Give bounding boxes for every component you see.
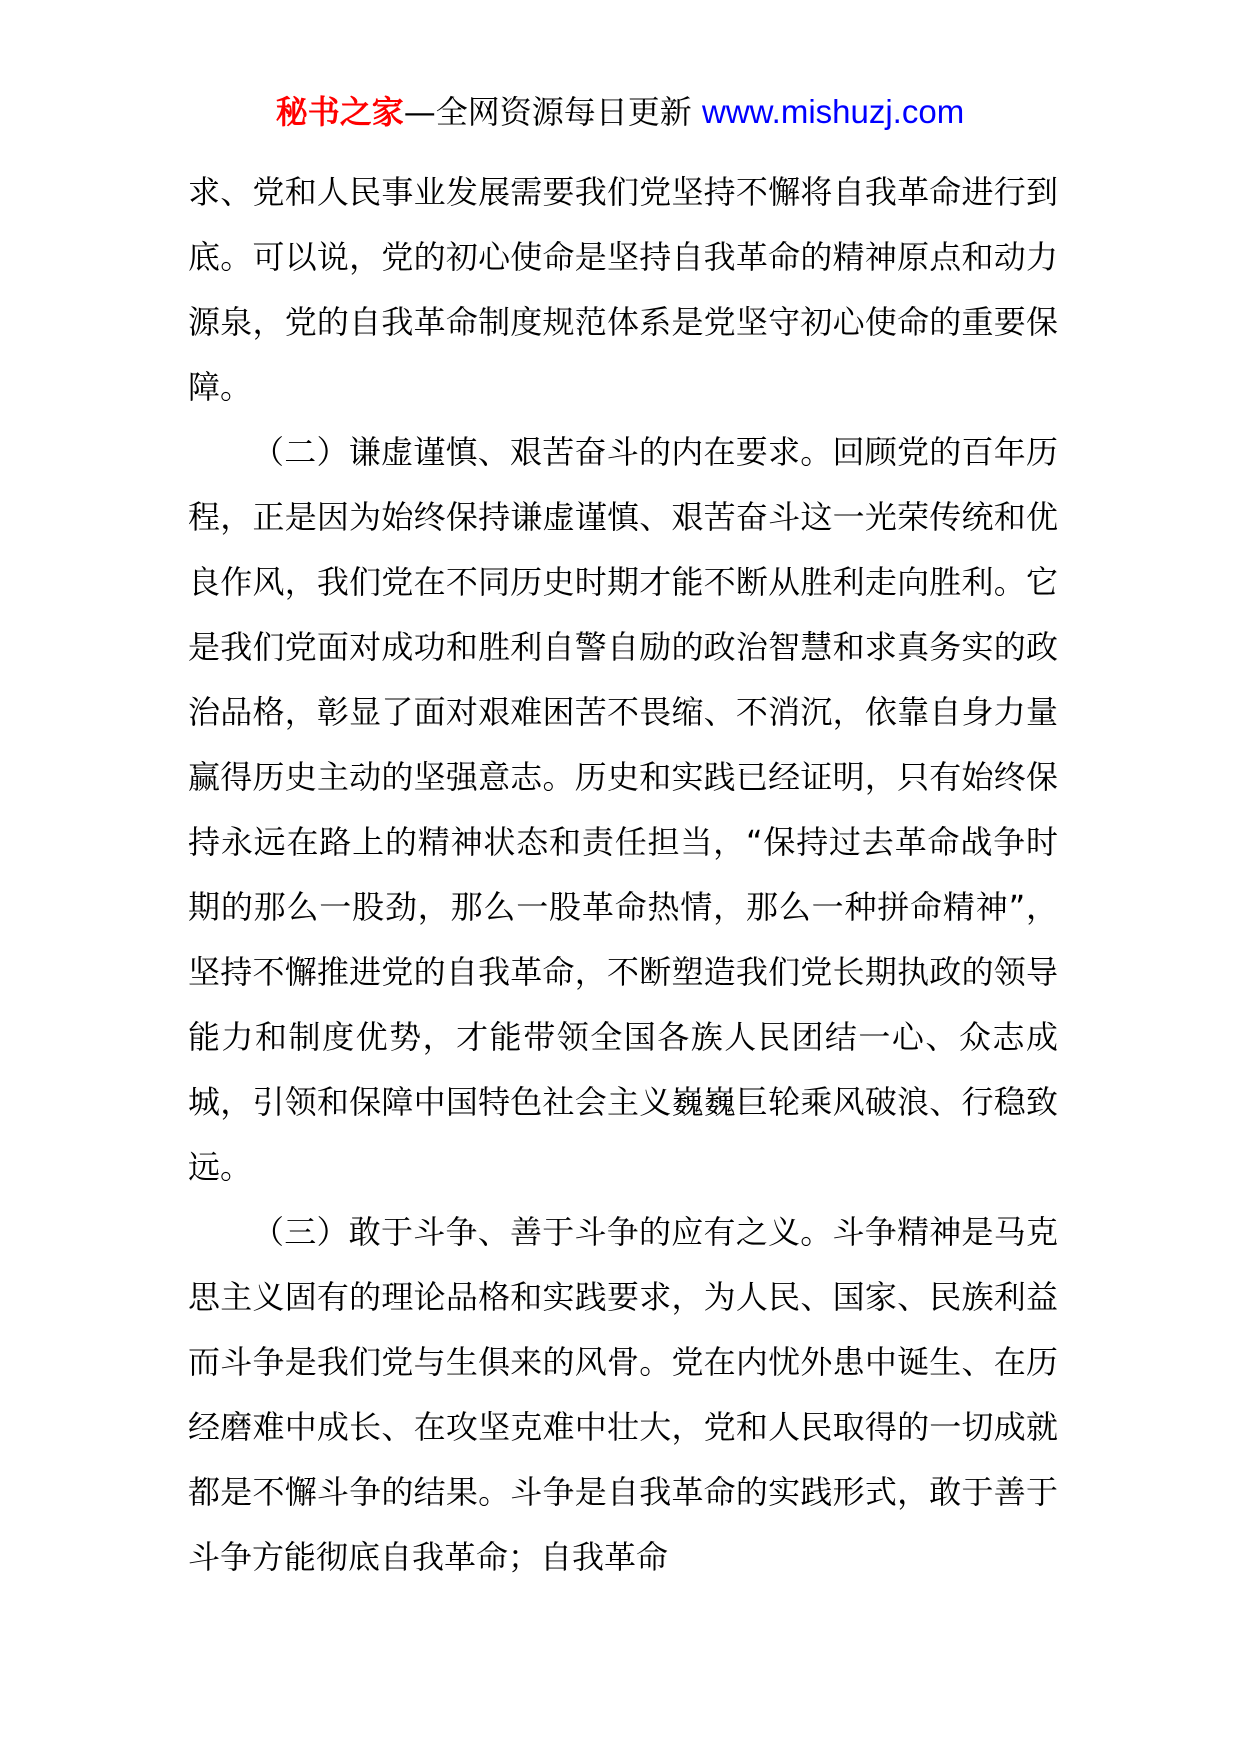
paragraph-section-three: （三）敢于斗争、善于斗争的应有之义。斗争精神是马克思主义固有的理论品格和实践要求，为人民、国家、民族利益而斗争是我们党与生俱来的风骨。党在内忧外患中诞生、在历经磨难中成长、在攻坚克难中壮大，党和人民取得的一切成就都是不懈斗争的结果。斗争是自我革命的实践形式，敢于善于斗争方能彻底自我革命；自我革命 (188, 1213, 1058, 1576)
page-header (0, 92, 1240, 132)
header-tagline: —全网资源每日更新 (403, 93, 702, 131)
document-body (188, 160, 1058, 1590)
paragraph-section-two: （二）谦虚谨慎、艰苦奋斗的内在要求。回顾党的百年历程，正是因为始终保持谦虚谨慎、艰苦奋斗这一光荣传统和优良作风，我们党在不同历史时期才能不断从胜利走向胜利。它是我们党面对成功和胜利自警自励的政治智慧和求真务实的政治品格，彰显了面对艰难困苦不畏缩、不消沉，依靠自身力量赢得历史主动的坚强意志。历史和实践已经证明，只有始终保持永远在路上的精神状态和责任担当，“保持过去革命战争时期的那么一股劲，那么一股革命热情，那么一种拼命精神”，坚持不懈推进党的自我革命，不断塑造我们党长期执政的领导能力和制度优势，才能带领全国各族人民团结一心、众志成城，引领和保障中国特色社会主义巍巍巨轮乘风破浪、行稳致远。 (188, 433, 1058, 1186)
brand-name: 秘书之家 (275, 93, 404, 131)
paragraph-continuation: 求、党和人民事业发展需要我们党坚持不懈将自我革命进行到底。可以说，党的初心使命是坚持自我革命的精神原点和动力源泉，党的自我革命制度规范体系是党坚守初心使命的重要保障。 (188, 173, 1058, 406)
site-url-link[interactable]: www.mishuzj.com (701, 93, 965, 130)
